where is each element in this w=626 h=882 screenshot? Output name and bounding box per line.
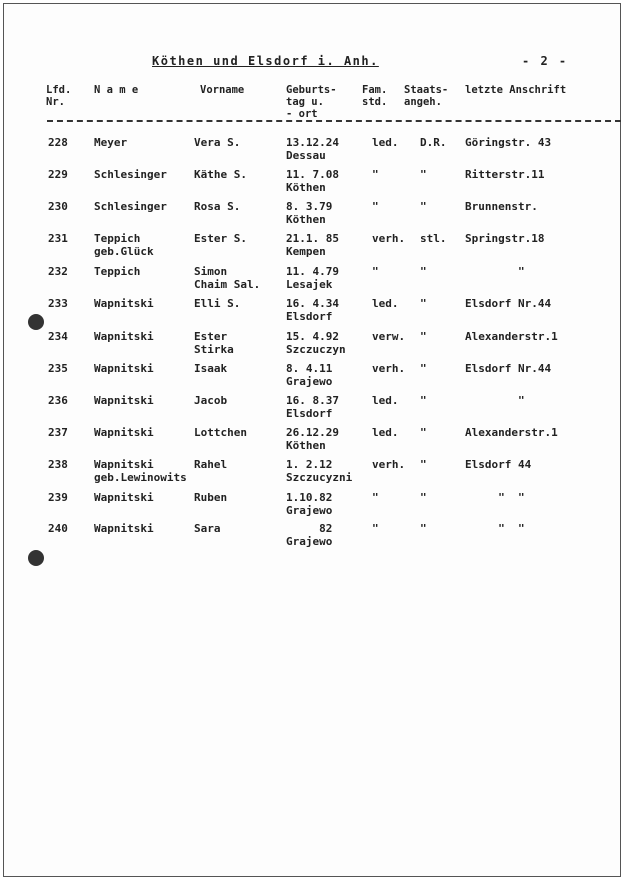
row-number: 230 — [48, 200, 68, 213]
row-geburt: 1. 2.12 Szczucyzni — [286, 458, 353, 484]
row-vorname: Vera S. — [194, 136, 241, 149]
row-staatsangehoerigkeit: " — [420, 458, 427, 471]
table-row — [0, 330, 626, 360]
table-row — [0, 232, 626, 262]
row-name: Wapnitski — [94, 330, 154, 343]
row-staatsangehoerigkeit: " — [420, 426, 427, 439]
row-name: Wapnitski — [94, 522, 154, 535]
row-geburt: 16. 4.34 Elsdorf — [286, 297, 339, 323]
row-anschrift: Elsdorf Nr.44 — [465, 362, 552, 375]
header-nr: Lfd. Nr. — [46, 84, 72, 108]
row-familienstand: led. — [372, 297, 399, 310]
row-vorname: Ruben — [194, 491, 228, 504]
table-row — [0, 200, 626, 230]
document-title: Köthen und Elsdorf i. Anh. — [152, 54, 379, 68]
row-anschrift: Elsdorf Nr.44 — [465, 297, 552, 310]
row-staatsangehoerigkeit: " — [420, 265, 427, 278]
row-geburt: 1.10.82 Grajewo — [286, 491, 333, 517]
row-geburt: 13.12.24 Dessau — [286, 136, 339, 162]
row-staatsangehoerigkeit: " — [420, 522, 427, 535]
header-anschrift: letzte Anschrift — [465, 84, 567, 96]
row-number: 233 — [48, 297, 68, 310]
row-name: Wapnitski geb.Lewinowits — [94, 458, 187, 484]
table-row — [0, 362, 626, 392]
row-number: 235 — [48, 362, 68, 375]
row-name: Teppich geb.Glück — [94, 232, 154, 258]
row-anschrift: Springstr.18 — [465, 232, 545, 245]
row-anschrift: Göringstr. 43 — [465, 136, 552, 149]
row-number: 240 — [48, 522, 68, 535]
row-vorname: Ester Stirka — [194, 330, 234, 356]
row-familienstand: " — [372, 168, 379, 181]
table-row — [0, 522, 626, 552]
row-staatsangehoerigkeit: " — [420, 330, 427, 343]
header-name: N a m e — [94, 84, 139, 96]
row-number: 238 — [48, 458, 68, 471]
row-staatsangehoerigkeit: stl. — [420, 232, 447, 245]
row-anschrift: " — [465, 394, 525, 407]
row-familienstand: verh. — [372, 458, 406, 471]
table-row — [0, 426, 626, 456]
row-staatsangehoerigkeit: " — [420, 168, 427, 181]
table-row — [0, 458, 626, 488]
row-staatsangehoerigkeit: " — [420, 297, 427, 310]
row-geburt: 82 Grajewo — [286, 522, 333, 548]
row-staatsangehoerigkeit: " — [420, 491, 427, 504]
punch-hole-bottom — [28, 550, 44, 566]
header-fam: Fam. std. — [362, 84, 388, 108]
row-familienstand: verh. — [372, 362, 406, 375]
row-familienstand: led. — [372, 136, 399, 149]
header-divider — [47, 120, 621, 122]
row-vorname: Rosa S. — [194, 200, 241, 213]
row-familienstand: " — [372, 265, 379, 278]
row-familienstand: verw. — [372, 330, 406, 343]
row-geburt: 26.12.29 Köthen — [286, 426, 339, 452]
row-name: Wapnitski — [94, 362, 154, 375]
row-staatsangehoerigkeit: " — [420, 200, 427, 213]
table-row — [0, 136, 626, 166]
row-name: Wapnitski — [94, 426, 154, 439]
page-number: - 2 - — [522, 54, 569, 68]
row-name: Teppich — [94, 265, 141, 278]
row-geburt: 11. 4.79 Lesajek — [286, 265, 339, 291]
row-familienstand: " — [372, 522, 379, 535]
row-anschrift: " " — [465, 491, 525, 504]
table-row — [0, 394, 626, 424]
row-anschrift: " " — [465, 522, 525, 535]
punch-hole-top — [28, 314, 44, 330]
row-staatsangehoerigkeit: " — [420, 394, 427, 407]
row-vorname: Rahel — [194, 458, 228, 471]
row-anschrift: Brunnenstr. — [465, 200, 538, 213]
table-row — [0, 297, 626, 327]
row-name: Schlesinger — [94, 200, 167, 213]
row-name: Wapnitski — [94, 297, 154, 310]
row-name: Schlesinger — [94, 168, 167, 181]
row-geburt: 15. 4.92 Szczuczyn — [286, 330, 346, 356]
row-anschrift: Elsdorf 44 — [465, 458, 532, 471]
header-staat: Staats- angeh. — [404, 84, 449, 108]
row-geburt: 11. 7.08 Köthen — [286, 168, 339, 194]
row-anschrift: Ritterstr.11 — [465, 168, 545, 181]
row-number: 228 — [48, 136, 68, 149]
row-name: Wapnitski — [94, 491, 154, 504]
row-number: 231 — [48, 232, 68, 245]
header-geburt: Geburts- tag u. - ort — [286, 84, 337, 120]
row-geburt: 16. 8.37 Elsdorf — [286, 394, 339, 420]
row-number: 232 — [48, 265, 68, 278]
header-vorname: Vorname — [200, 84, 245, 96]
row-number: 236 — [48, 394, 68, 407]
row-familienstand: led. — [372, 394, 399, 407]
row-vorname: Elli S. — [194, 297, 241, 310]
table-row — [0, 168, 626, 198]
row-familienstand: " — [372, 200, 379, 213]
row-anschrift: Alexanderstr.1 — [465, 330, 558, 343]
row-vorname: Jacob — [194, 394, 228, 407]
table-row — [0, 265, 626, 295]
row-vorname: Ester S. — [194, 232, 247, 245]
row-anschrift: Alexanderstr.1 — [465, 426, 558, 439]
row-staatsangehoerigkeit: " — [420, 362, 427, 375]
table-row — [0, 491, 626, 521]
row-vorname: Isaak — [194, 362, 228, 375]
row-staatsangehoerigkeit: D.R. — [420, 136, 447, 149]
row-geburt: 8. 3.79 Köthen — [286, 200, 333, 226]
row-familienstand: led. — [372, 426, 399, 439]
row-familienstand: verh. — [372, 232, 406, 245]
row-vorname: Simon Chaim Sal. — [194, 265, 261, 291]
row-number: 234 — [48, 330, 68, 343]
row-geburt: 8. 4.11 Grajewo — [286, 362, 333, 388]
row-vorname: Käthe S. — [194, 168, 247, 181]
row-name: Wapnitski — [94, 394, 154, 407]
row-familienstand: " — [372, 491, 379, 504]
row-anschrift: " — [465, 265, 525, 278]
row-vorname: Sara — [194, 522, 221, 535]
row-name: Meyer — [94, 136, 128, 149]
row-number: 239 — [48, 491, 68, 504]
row-number: 229 — [48, 168, 68, 181]
row-vorname: Lottchen — [194, 426, 247, 439]
row-number: 237 — [48, 426, 68, 439]
row-geburt: 21.1. 85 Kempen — [286, 232, 339, 258]
